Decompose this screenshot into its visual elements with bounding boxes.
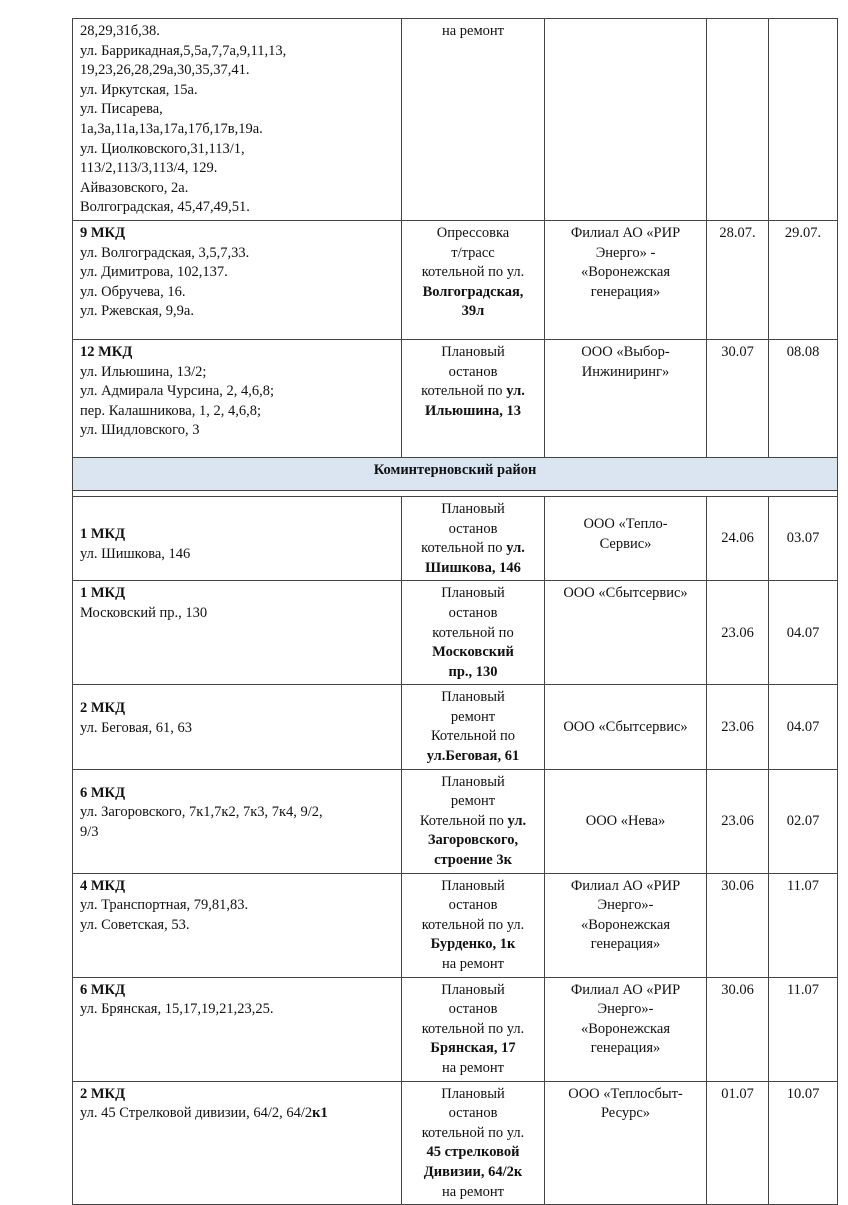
reason-line: ремонт	[450, 793, 496, 810]
address-line: ул. Загоровского, 7к1,7к2, 7к3, 7к4, 9/2,	[80, 804, 323, 821]
address-line	[80, 1104, 394, 1124]
boiler-address: ул.Беговая, 61	[426, 748, 520, 765]
start-date-cell: 23.06	[707, 769, 769, 873]
org-line: генерация»	[590, 936, 661, 953]
address-text: ул. 45 Стрелковой дивизии, 64/2, 64/2	[80, 1105, 313, 1122]
boiler-address: пр., 130	[448, 663, 498, 680]
organization-cell	[545, 977, 707, 1081]
district-name: Коминтерновский район	[73, 457, 838, 490]
address-line: Айвазовского, 2а.	[80, 179, 189, 196]
start-date-cell	[707, 19, 769, 221]
reason-line: ремонт	[450, 708, 496, 725]
reason-cell	[402, 977, 545, 1081]
table-row	[73, 19, 838, 221]
address-line: ул. Беговая, 61, 63	[80, 719, 192, 736]
boiler-address: Волгоградская,	[422, 283, 524, 300]
reason-line	[409, 382, 537, 402]
org-line: «Воронежская	[581, 1020, 670, 1037]
reason-line	[409, 539, 537, 559]
end-date-cell: 04.07	[769, 685, 838, 769]
org-line: ООО «Сбытсервис»	[563, 585, 688, 602]
reason-line: Плановый	[441, 773, 505, 790]
building-count: 1 МКД	[80, 585, 126, 602]
table-row	[73, 339, 838, 457]
reason-cell	[402, 220, 545, 339]
building-count: 12 МКД	[80, 343, 133, 360]
reason-line: Плановый	[441, 1085, 505, 1102]
building-count: 2 МКД	[80, 1085, 126, 1102]
reason-line: останов	[448, 897, 498, 914]
org-line: Ресурс»	[600, 1105, 651, 1122]
org-line: Филиал АО «РИР	[570, 224, 681, 241]
reason-line: на ремонт	[441, 23, 505, 39]
end-date-cell: 10.07	[769, 1081, 838, 1205]
boiler-address: Ильюшина, 13	[424, 402, 522, 419]
org-line: Филиал АО «РИР	[570, 981, 681, 998]
reason-cell	[402, 769, 545, 873]
reason-line: Плановый	[441, 981, 505, 998]
reason-text: котельной по	[421, 383, 507, 400]
reason-line: Плановый	[441, 343, 505, 360]
org-line: Энерго» -	[595, 244, 656, 261]
reason-line: на ремонт	[441, 1183, 505, 1200]
reason-line: останов	[448, 363, 498, 380]
organization-cell	[545, 19, 707, 221]
organization-cell	[545, 220, 707, 339]
address-line: пер. Калашникова, 1, 2, 4,6,8;	[80, 402, 262, 419]
address-line: ул. Димитрова, 102,137.	[80, 264, 228, 281]
reason-line: останов	[448, 520, 498, 537]
reason-line: Плановый	[441, 500, 505, 517]
reason-cell	[402, 1081, 545, 1205]
table-row	[73, 220, 838, 339]
start-date-cell: 30.07	[707, 339, 769, 457]
address-line: 19,23,26,28,29а,30,35,37,41.	[80, 62, 250, 79]
boiler-address: 45 стрелковой	[426, 1144, 520, 1161]
reason-line: Котельной по	[430, 728, 516, 745]
organization-cell	[545, 1081, 707, 1205]
reason-line: останов	[448, 1105, 498, 1122]
end-date-cell: 29.07.	[769, 220, 838, 339]
building-count: 4 МКД	[80, 877, 126, 894]
reason-street-prefix: ул.	[506, 383, 525, 400]
org-line: ООО «Выбор-	[581, 343, 670, 360]
end-date-cell: 04.07	[769, 581, 838, 685]
building-count: 9 МКД	[80, 224, 126, 241]
organization-cell	[545, 339, 707, 457]
reason-line: останов	[448, 604, 498, 621]
org-line: Энерго»-	[597, 897, 654, 914]
reason-text: котельной по	[421, 540, 507, 557]
org-line: генерация»	[590, 1040, 661, 1057]
reason-line: останов	[448, 1001, 498, 1018]
table-row	[73, 581, 838, 685]
reason-line: на ремонт	[441, 1059, 505, 1076]
building-count: 6 МКД	[80, 784, 126, 801]
reason-line: на ремонт	[441, 956, 505, 972]
addresses-cell	[73, 581, 402, 685]
start-date-cell: 01.07	[707, 1081, 769, 1205]
org-line: ООО «Нева»	[585, 812, 666, 829]
start-date-cell: 23.06	[707, 685, 769, 769]
table-row	[73, 769, 838, 873]
boiler-address: Загоровского,	[427, 832, 519, 849]
boiler-address: Дивизии, 64/2к	[423, 1163, 523, 1180]
start-date-cell: 24.06	[707, 496, 769, 580]
address-line: ул. Ржевская, 9,9а.	[80, 303, 194, 320]
end-date-cell	[769, 19, 838, 221]
reason-line: котельной по ул.	[421, 264, 525, 281]
org-line: «Воронежская	[581, 916, 670, 933]
reason-line: котельной по ул.	[421, 1020, 525, 1037]
org-line: Сервис»	[599, 535, 652, 552]
address-line: ул. Волгоградская, 3,5,7,33.	[80, 244, 250, 261]
table-row	[73, 977, 838, 1081]
end-date-cell: 02.07	[769, 769, 838, 873]
boiler-address: строение 3к	[434, 852, 512, 869]
boiler-address: 39л	[461, 303, 485, 320]
table-row	[73, 685, 838, 769]
reason-street-prefix: ул.	[507, 812, 527, 829]
address-line: ул. Шидловского, 3	[80, 422, 200, 439]
address-line: ул. Циолковского,31,113/1,	[80, 140, 245, 157]
building-count: 2 МКД	[80, 700, 126, 717]
end-date-cell: 08.08	[769, 339, 838, 457]
reason-cell	[402, 581, 545, 685]
reason-line: котельной по	[432, 624, 514, 641]
address-line: 9/3	[80, 823, 99, 840]
reason-line: Плановый	[441, 585, 505, 602]
address-line: ул. Брянская, 15,17,19,21,23,25.	[80, 1001, 274, 1018]
end-date-cell: 11.07	[769, 977, 838, 1081]
org-line: ООО «Теплосбыт-	[568, 1085, 683, 1102]
table-row	[73, 1081, 838, 1205]
reason-line: Опрессовка	[436, 224, 510, 241]
address-line: 1а,3а,11а,13а,17а,17б,17в,19а.	[80, 120, 263, 137]
organization-cell	[545, 685, 707, 769]
start-date-cell: 28.07.	[707, 220, 769, 339]
table-row	[73, 496, 838, 580]
reason-line: Плановый	[441, 689, 505, 706]
reason-street-prefix: ул.	[506, 540, 525, 557]
boiler-address: Брянская, 17	[430, 1040, 516, 1057]
addresses-cell	[73, 496, 402, 580]
org-line: Филиал АО «РИР	[570, 877, 681, 894]
reason-cell	[402, 685, 545, 769]
reason-line: Плановый	[441, 877, 505, 894]
org-line: ООО «Тепло-	[583, 515, 668, 532]
boiler-address: Шишкова, 146	[425, 559, 521, 576]
address-line: ул. Адмирала Чурсина, 2, 4,6,8;	[80, 383, 275, 400]
addresses-cell	[73, 339, 402, 457]
address-line: ул. Иркутская, 15а.	[80, 81, 198, 98]
reason-line: котельной по ул.	[421, 1124, 525, 1141]
start-date-cell: 30.06	[707, 873, 769, 977]
addresses-cell	[73, 1081, 402, 1205]
addresses-cell	[73, 769, 402, 873]
address-line: ул. Шишкова, 146	[80, 545, 191, 562]
organization-cell	[545, 769, 707, 873]
organization-cell	[545, 496, 707, 580]
table-row	[73, 873, 838, 977]
org-line: ООО «Сбытсервис»	[563, 718, 688, 735]
address-line: ул. Писарева,	[80, 101, 163, 118]
reason-cell	[402, 873, 545, 977]
reason-text: Котельной по	[419, 812, 508, 829]
address-line: Волгоградская, 45,47,49,51.	[80, 199, 250, 216]
addresses-cell	[73, 873, 402, 977]
org-line: «Воронежская	[581, 264, 670, 281]
start-date-cell: 23.06	[707, 581, 769, 685]
reason-line: котельной по ул.	[421, 916, 525, 933]
organization-cell	[545, 873, 707, 977]
org-line: генерация»	[590, 283, 661, 300]
boiler-address: Московский	[432, 644, 514, 661]
addresses-cell	[73, 977, 402, 1081]
reason-line: т/трасс	[451, 244, 495, 261]
start-date-cell: 30.06	[707, 977, 769, 1081]
addresses-cell	[73, 685, 402, 769]
address-line: ул. Советская, 53.	[80, 916, 190, 933]
addresses-cell	[73, 220, 402, 339]
end-date-cell: 11.07	[769, 873, 838, 977]
address-line: ул. Транспортная, 79,81,83.	[80, 897, 249, 914]
reason-cell	[402, 339, 545, 457]
outage-schedule-table	[72, 18, 838, 1205]
boiler-address: Бурденко, 1к	[430, 936, 516, 953]
address-suffix: к1	[312, 1105, 328, 1122]
reason-cell	[402, 496, 545, 580]
building-count: 1 МКД	[80, 526, 126, 543]
reason-line	[409, 812, 537, 832]
address-line: 28,29,31б,38.	[80, 23, 160, 39]
building-count: 6 МКД	[80, 981, 126, 998]
org-line: Инжиниринг»	[581, 363, 670, 380]
address-line: Московский пр., 130	[80, 604, 208, 621]
address-line: ул. Баррикадная,5,5а,7,7а,9,11,13,	[80, 42, 287, 59]
district-header-row	[73, 457, 838, 490]
organization-cell	[545, 581, 707, 685]
reason-cell	[402, 19, 545, 221]
addresses-cell	[73, 19, 402, 221]
address-line: ул. Обручева, 16.	[80, 283, 186, 300]
end-date-cell: 03.07	[769, 496, 838, 580]
address-line: 113/2,113/3,113/4, 129.	[80, 160, 218, 177]
address-line: ул. Ильюшина, 13/2;	[80, 363, 207, 380]
org-line: Энерго»-	[597, 1001, 654, 1018]
